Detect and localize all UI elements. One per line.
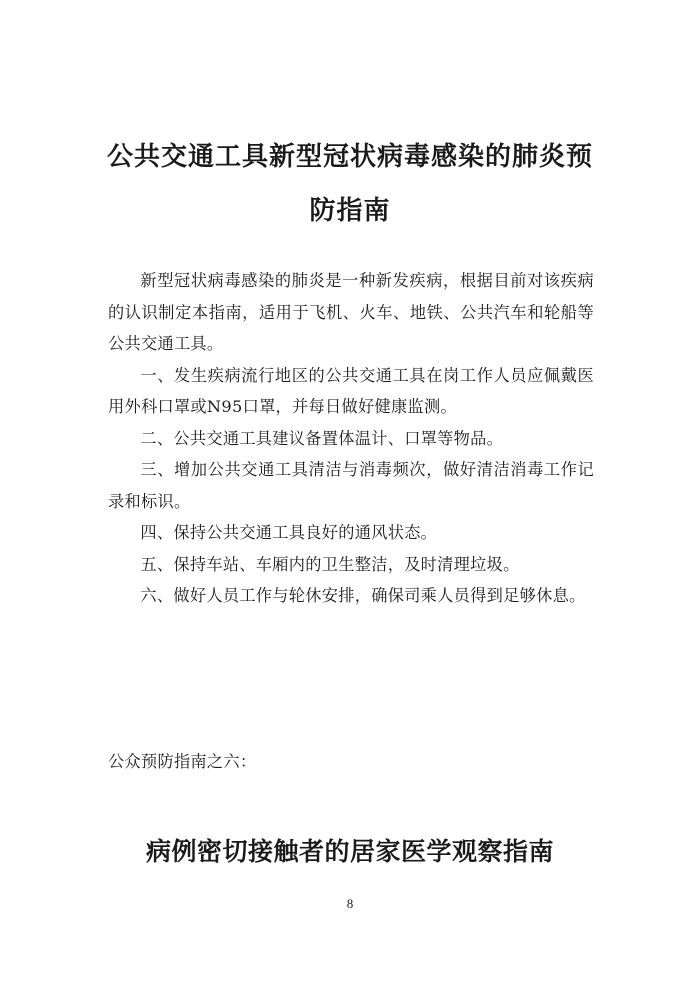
page-number: 8 bbox=[346, 896, 354, 911]
document-title-line-1: 公共交通工具新型冠状病毒感染的肺炎预 bbox=[106, 142, 593, 172]
guideline-item-6: 六、做好人员工作与轮休安排，确保司乘人员得到足够休息。 bbox=[140, 586, 586, 605]
series-subhead: 公众预防指南之六： bbox=[108, 752, 257, 771]
guideline-item-5: 五、保持车站、车厢内的卫生整洁，及时清理垃圾。 bbox=[140, 554, 520, 574]
intro-paragraph: 新型冠状病毒感染的肺炎是一种新发疾病，根据目前对该疾病的认识制定本指南，适用于飞机、火车、地铁、公共汽车和轮船等公共交通工具。 bbox=[108, 271, 594, 353]
document-title-line-2: 防指南 bbox=[309, 196, 391, 226]
guideline-item-2: 二、公共交通工具建议备置体温计、口罩等物品。 bbox=[140, 428, 504, 448]
guideline-item-4: 四、保持公共交通工具良好的通风状态。 bbox=[140, 523, 438, 542]
guideline-item-1: 一、发生疾病流行地区的公共交通工具在岗工作人员应佩戴医用外科口罩或N95口罩，并每日做好健康监测。 bbox=[108, 365, 594, 416]
guideline-item-3: 三、增加公共交通工具清洁与消毒频次，做好清洁消毒工作记录和标识。 bbox=[108, 460, 594, 511]
document-body bbox=[108, 265, 594, 612]
next-section-title: 病例密切接触者的居家医学观察指南 bbox=[145, 837, 554, 866]
